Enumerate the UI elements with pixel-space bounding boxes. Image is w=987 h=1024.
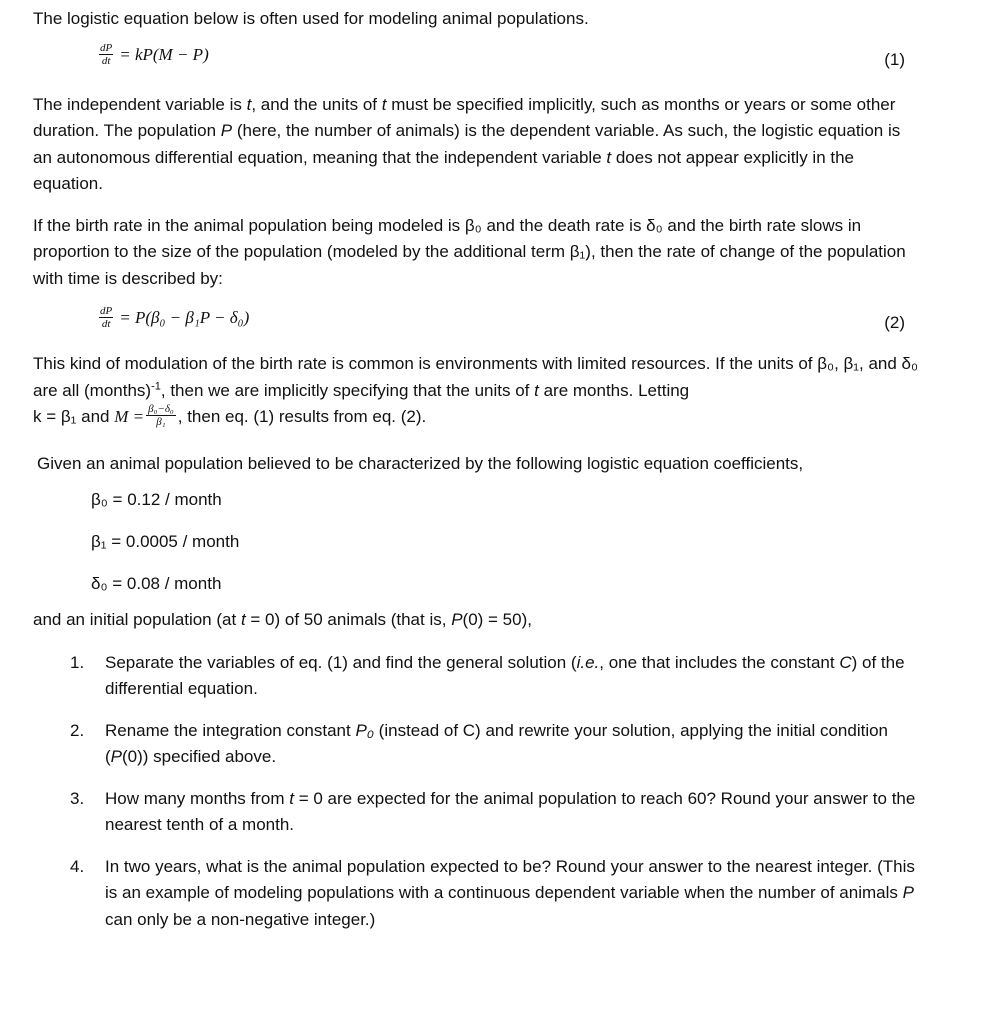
question-4-text-a: In two years, what is the animal population expected to be? Round your answer to the nearest integer. (This is an example of modeling populations with a continuous dependent variable when the number of animals — [105, 856, 915, 903]
equation-1-denominator: dt — [101, 54, 111, 67]
question-2-text-b: (instead of C) and rewrite your solution, applying the initial condition ( — [105, 720, 889, 767]
var-t: t — [534, 380, 539, 400]
coefficient-delta0: δ₀ = 0.08 / month — [91, 574, 222, 594]
initial-text-c: (0) = 50), — [462, 610, 532, 630]
var-p: P — [451, 610, 463, 630]
question-number: 4. — [70, 856, 85, 876]
paragraph-modulation-text-a: This kind of modulation of the birth rate is common is environments with limited resources. If the units of β₀, β₁, and δ₀ are all (months) — [33, 354, 919, 400]
question-list — [33, 650, 923, 934]
initial-text-a: and an initial population (at — [33, 610, 241, 630]
question-number: 2. — [70, 720, 85, 740]
equation-2 — [33, 302, 923, 346]
intro-text: The logistic equation below is often used for modeling animal populations. — [33, 9, 589, 28]
question-1 — [33, 650, 923, 703]
question-3 — [33, 786, 923, 839]
question-4 — [33, 854, 923, 934]
equation-1-number: (1) — [884, 49, 905, 69]
paragraph-variables-text-a: The independent variable is — [33, 94, 247, 114]
question-1-text-a: Separate the variables of eq. (1) and find the general solution ( — [105, 652, 577, 672]
coefficient-list — [33, 479, 923, 605]
question-2-text-a: Rename the integration constant — [105, 720, 356, 740]
m-fraction — [146, 403, 176, 429]
equation-2-rhs: = P(β₀ − β₁P − δ₀) — [119, 308, 250, 327]
paragraph-variables-text-b: , and the units of — [251, 94, 382, 114]
var-c: C — [839, 652, 852, 672]
paragraph-modulation — [33, 351, 923, 431]
var-p: P — [220, 121, 233, 140]
given-text: Given an animal population believed to be characterized by the following logistic equation coefficients, — [37, 453, 804, 473]
question-number: 1. — [70, 652, 85, 672]
m-fraction-numerator: β₀−δ₀ — [148, 402, 174, 415]
question-4-text-b: can only be a non-negative integer.) — [105, 909, 376, 929]
equation-2-numerator: dP — [100, 305, 113, 318]
question-3-text-b: = 0 are expected for the animal population to reach 60? Round your answer to the nearest tenth of a month. — [105, 788, 916, 835]
question-2-text-c: (0)) specified above. — [122, 747, 277, 767]
paragraph-variables — [33, 92, 923, 198]
var-t: t — [246, 94, 252, 114]
var-t: t — [240, 610, 246, 630]
paragraph-modulation-text-d: , then eq. (1) results from eq. (2). — [177, 407, 427, 426]
question-number: 3. — [70, 788, 85, 808]
paragraph-variables-text-e: does not appear explicitly in the equation. — [33, 147, 854, 193]
ie-abbrev: i.e. — [576, 652, 600, 672]
var-t: t — [606, 147, 612, 167]
paragraph-variables-text-d: (here, the number of animals) is the dependent variable. As such, the logistic equation is an autonomous differential equation, meaning that the independent variable — [33, 121, 901, 167]
m-definition: M = — [114, 407, 145, 426]
equation-2-derivative — [99, 305, 113, 331]
document-page — [33, 6, 923, 948]
paragraph-birth-rate: If the birth rate in the animal population being modeled is β₀ and the death rate is δ₀ and the birth rate slows in proportion to the size of the population (modeled by the additional term β₁), then the rate of change of the population with time is described by: — [33, 215, 906, 288]
paragraph-modulation-text-b: , then we are implicitly specifying that the units of — [160, 380, 535, 400]
question-1-text-c: ) of the differential equation. — [105, 652, 905, 699]
question-2 — [33, 718, 923, 771]
equation-1-body — [99, 42, 209, 69]
var-t: t — [381, 94, 387, 114]
equation-1 — [33, 39, 923, 83]
m-fraction-denominator: β₁ — [156, 415, 166, 428]
coefficient-beta0: β₀ = 0.12 / month — [91, 490, 222, 510]
var-t: t — [289, 788, 294, 808]
question-1-text-b: , one that includes the constant — [599, 652, 840, 672]
var-p0: P₀ — [355, 720, 374, 740]
equation-2-body — [99, 305, 249, 332]
equation-1-rhs: = kP(M − P) — [119, 44, 209, 64]
equation-2-number: (2) — [884, 313, 905, 332]
coefficient-beta1: β₁ = 0.0005 / month — [91, 532, 240, 552]
question-3-text-a: How many months from — [105, 788, 290, 808]
k-definition: k = β₁ and — [33, 407, 115, 426]
var-p: P — [110, 747, 123, 767]
paragraph-modulation-text-c: are months. Letting — [538, 380, 690, 400]
exponent: -1 — [151, 379, 161, 392]
paragraph-variables-text-c: must be specified implicitly, such as months or years or some other duration. The population — [33, 94, 896, 140]
equation-1-derivative — [99, 42, 113, 68]
equation-1-numerator: dP — [100, 41, 113, 54]
initial-text-b: = 0) of 50 animals (that is, — [245, 610, 452, 630]
initial-condition-text — [33, 607, 923, 634]
var-p: P — [902, 883, 914, 903]
equation-2-denominator: dt — [101, 318, 111, 331]
